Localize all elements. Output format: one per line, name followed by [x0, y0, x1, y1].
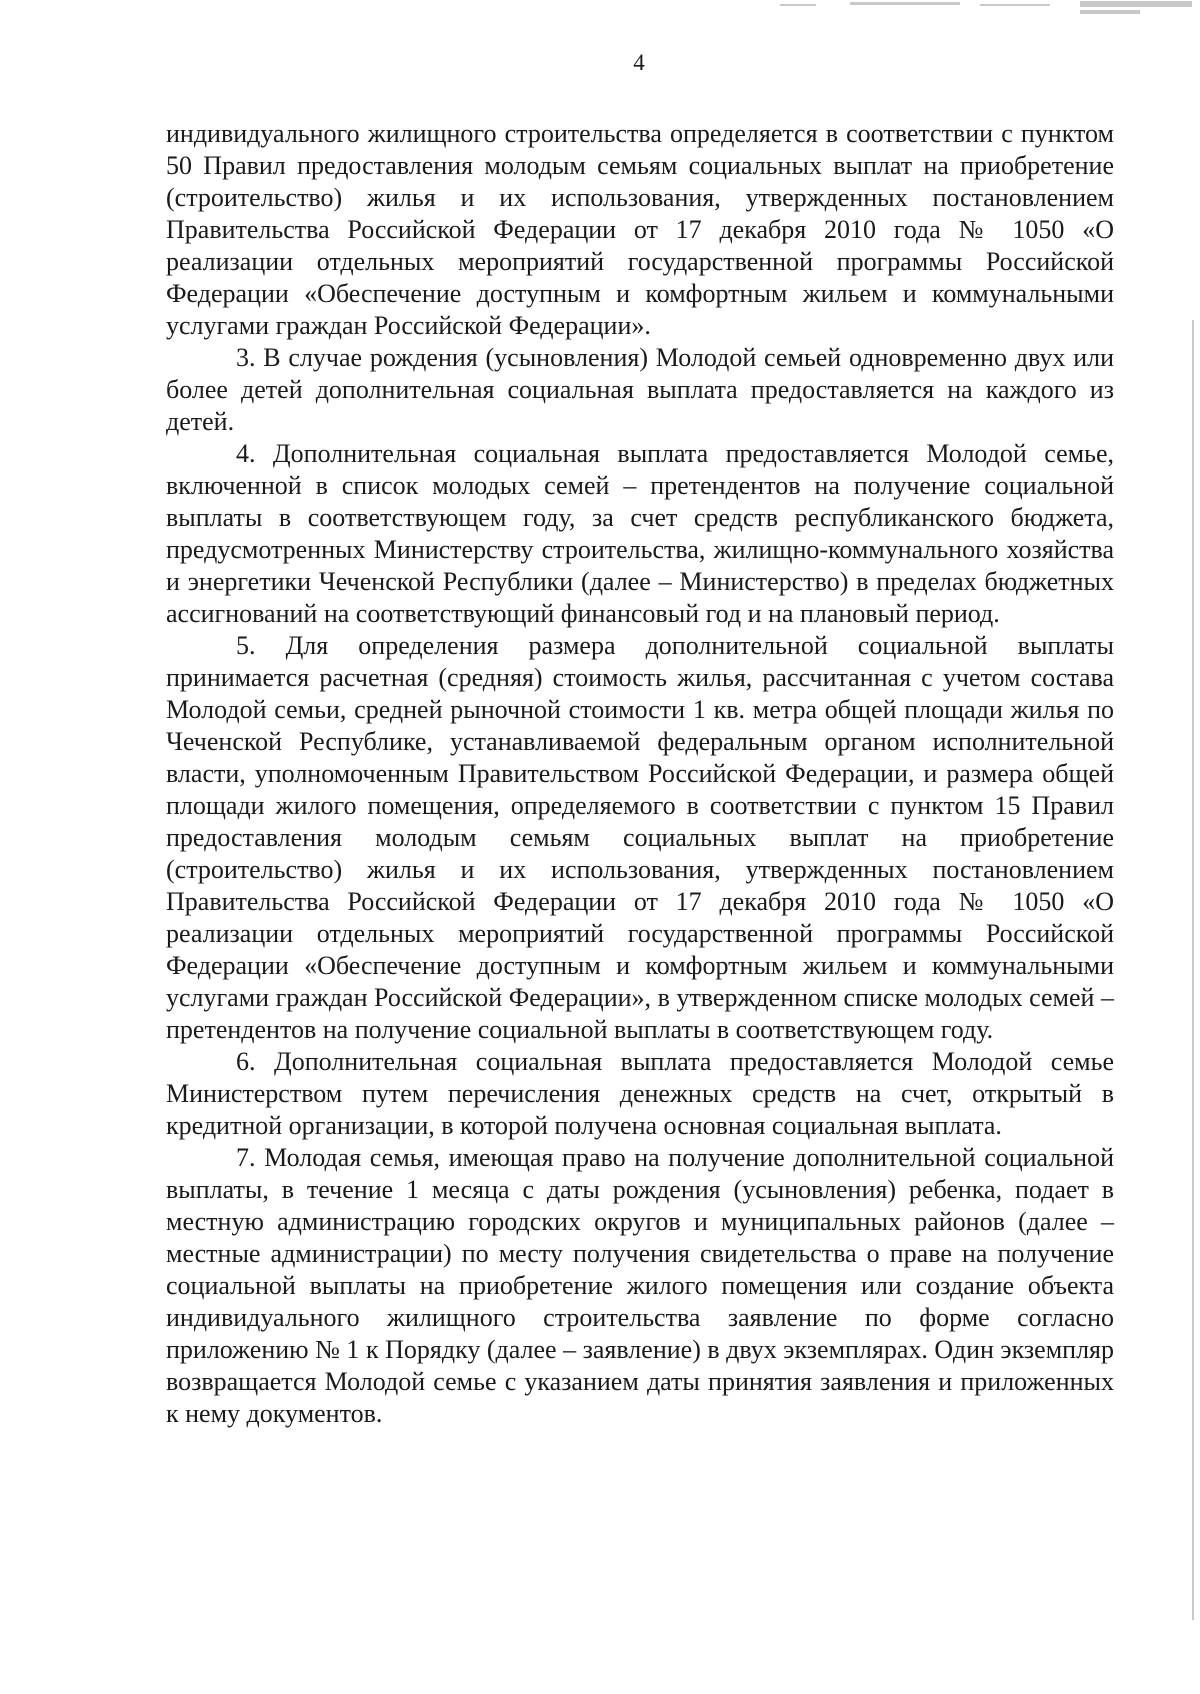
document-body: [166, 118, 1114, 1430]
paragraph-continuation: индивидуального жилищного строительства определяется в соответствии с пунктом 50 Правил предоставления молодым семьям социальных выплат на приобретение (строительство) жилья и их использования, утвержденных постановлением Правительства Российской Федерации от 17 декабря 2010 года № 1050 «О реализации отдельных мероприятий государственной программы Российской Федерации «Обеспечение доступным и комфортным жильем и коммунальными услугами граждан Российской Федерации».: [166, 119, 1114, 340]
paragraph-5: 5. Для определения размера дополнительной социальной выплаты принимается расчетная (средняя) стоимость жилья, рассчитанная с учетом состава Молодой семьи, средней рыночной стоимости 1 кв. метра общей площади жилья по Чеченской Республике, устанавливаемой федеральным органом исполнительной власти, уполномоченным Правительством Российской Федерации, и размера общей площади жилого помещения, определяемого в соответствии с пунктом 15 Правил предоставления молодым семьям социальных выплат на приобретение (строительство) жилья и их использования, утвержденных постановлением Правительства Российской Федерации от 17 декабря 2010 года № 1050 «О реализации отдельных мероприятий государственной программы Российской Федерации «Обеспечение доступным и комфортным жильем и коммунальными услугами граждан Российской Федерации», в утвержденном списке молодых семей – претендентов на получение социальной выплаты в соответствующем году.: [166, 631, 1114, 1044]
paragraph-7: 7. Молодая семья, имеющая право на получение дополнительной социальной выплаты, в течение 1 месяца с даты рождения (усыновления) ребенка, подает в местную администрацию городских округов и муниципальных районов (далее – местные администрации) по месту получения свидетельства о праве на получение социальной выплаты на приобретение жилого помещения или создание объекта индивидуального жилищного строительства заявление по форме согласно приложению № 1 к Порядку (далее – заявление) в двух экземплярах. Один экземпляр возвращается Молодой семье с указанием даты принятия заявления и приложенных к нему документов.: [166, 1143, 1114, 1428]
paragraph-6: 6. Дополнительная социальная выплата предоставляется Молодой семье Министерством путем перечисления денежных средств на счет, открытый в кредитной организации, в которой получена основная социальная выплата.: [166, 1047, 1114, 1140]
scan-artifact: [780, 0, 1200, 24]
scan-edge-line: [1192, 320, 1194, 1620]
page-number: 4: [633, 50, 645, 75]
paragraph-3: 3. В случае рождения (усыновления) Молодой семьей одновременно двух или более детей дополнительная социальная выплата предоставляется на каждого из детей.: [166, 343, 1114, 436]
paragraph-4: 4. Дополнительная социальная выплата предоставляется Молодой семье, включенной в список молодых семей – претендентов на получение социальной выплаты в соответствующем году, за счет средств республиканского бюджета, предусмотренных Министерству строительства, жилищно-коммунального хозяйства и энергетики Чеченской Республики (далее – Министерство) в пределах бюджетных ассигнований на соответствующий финансовый год и на плановый период.: [166, 439, 1114, 628]
